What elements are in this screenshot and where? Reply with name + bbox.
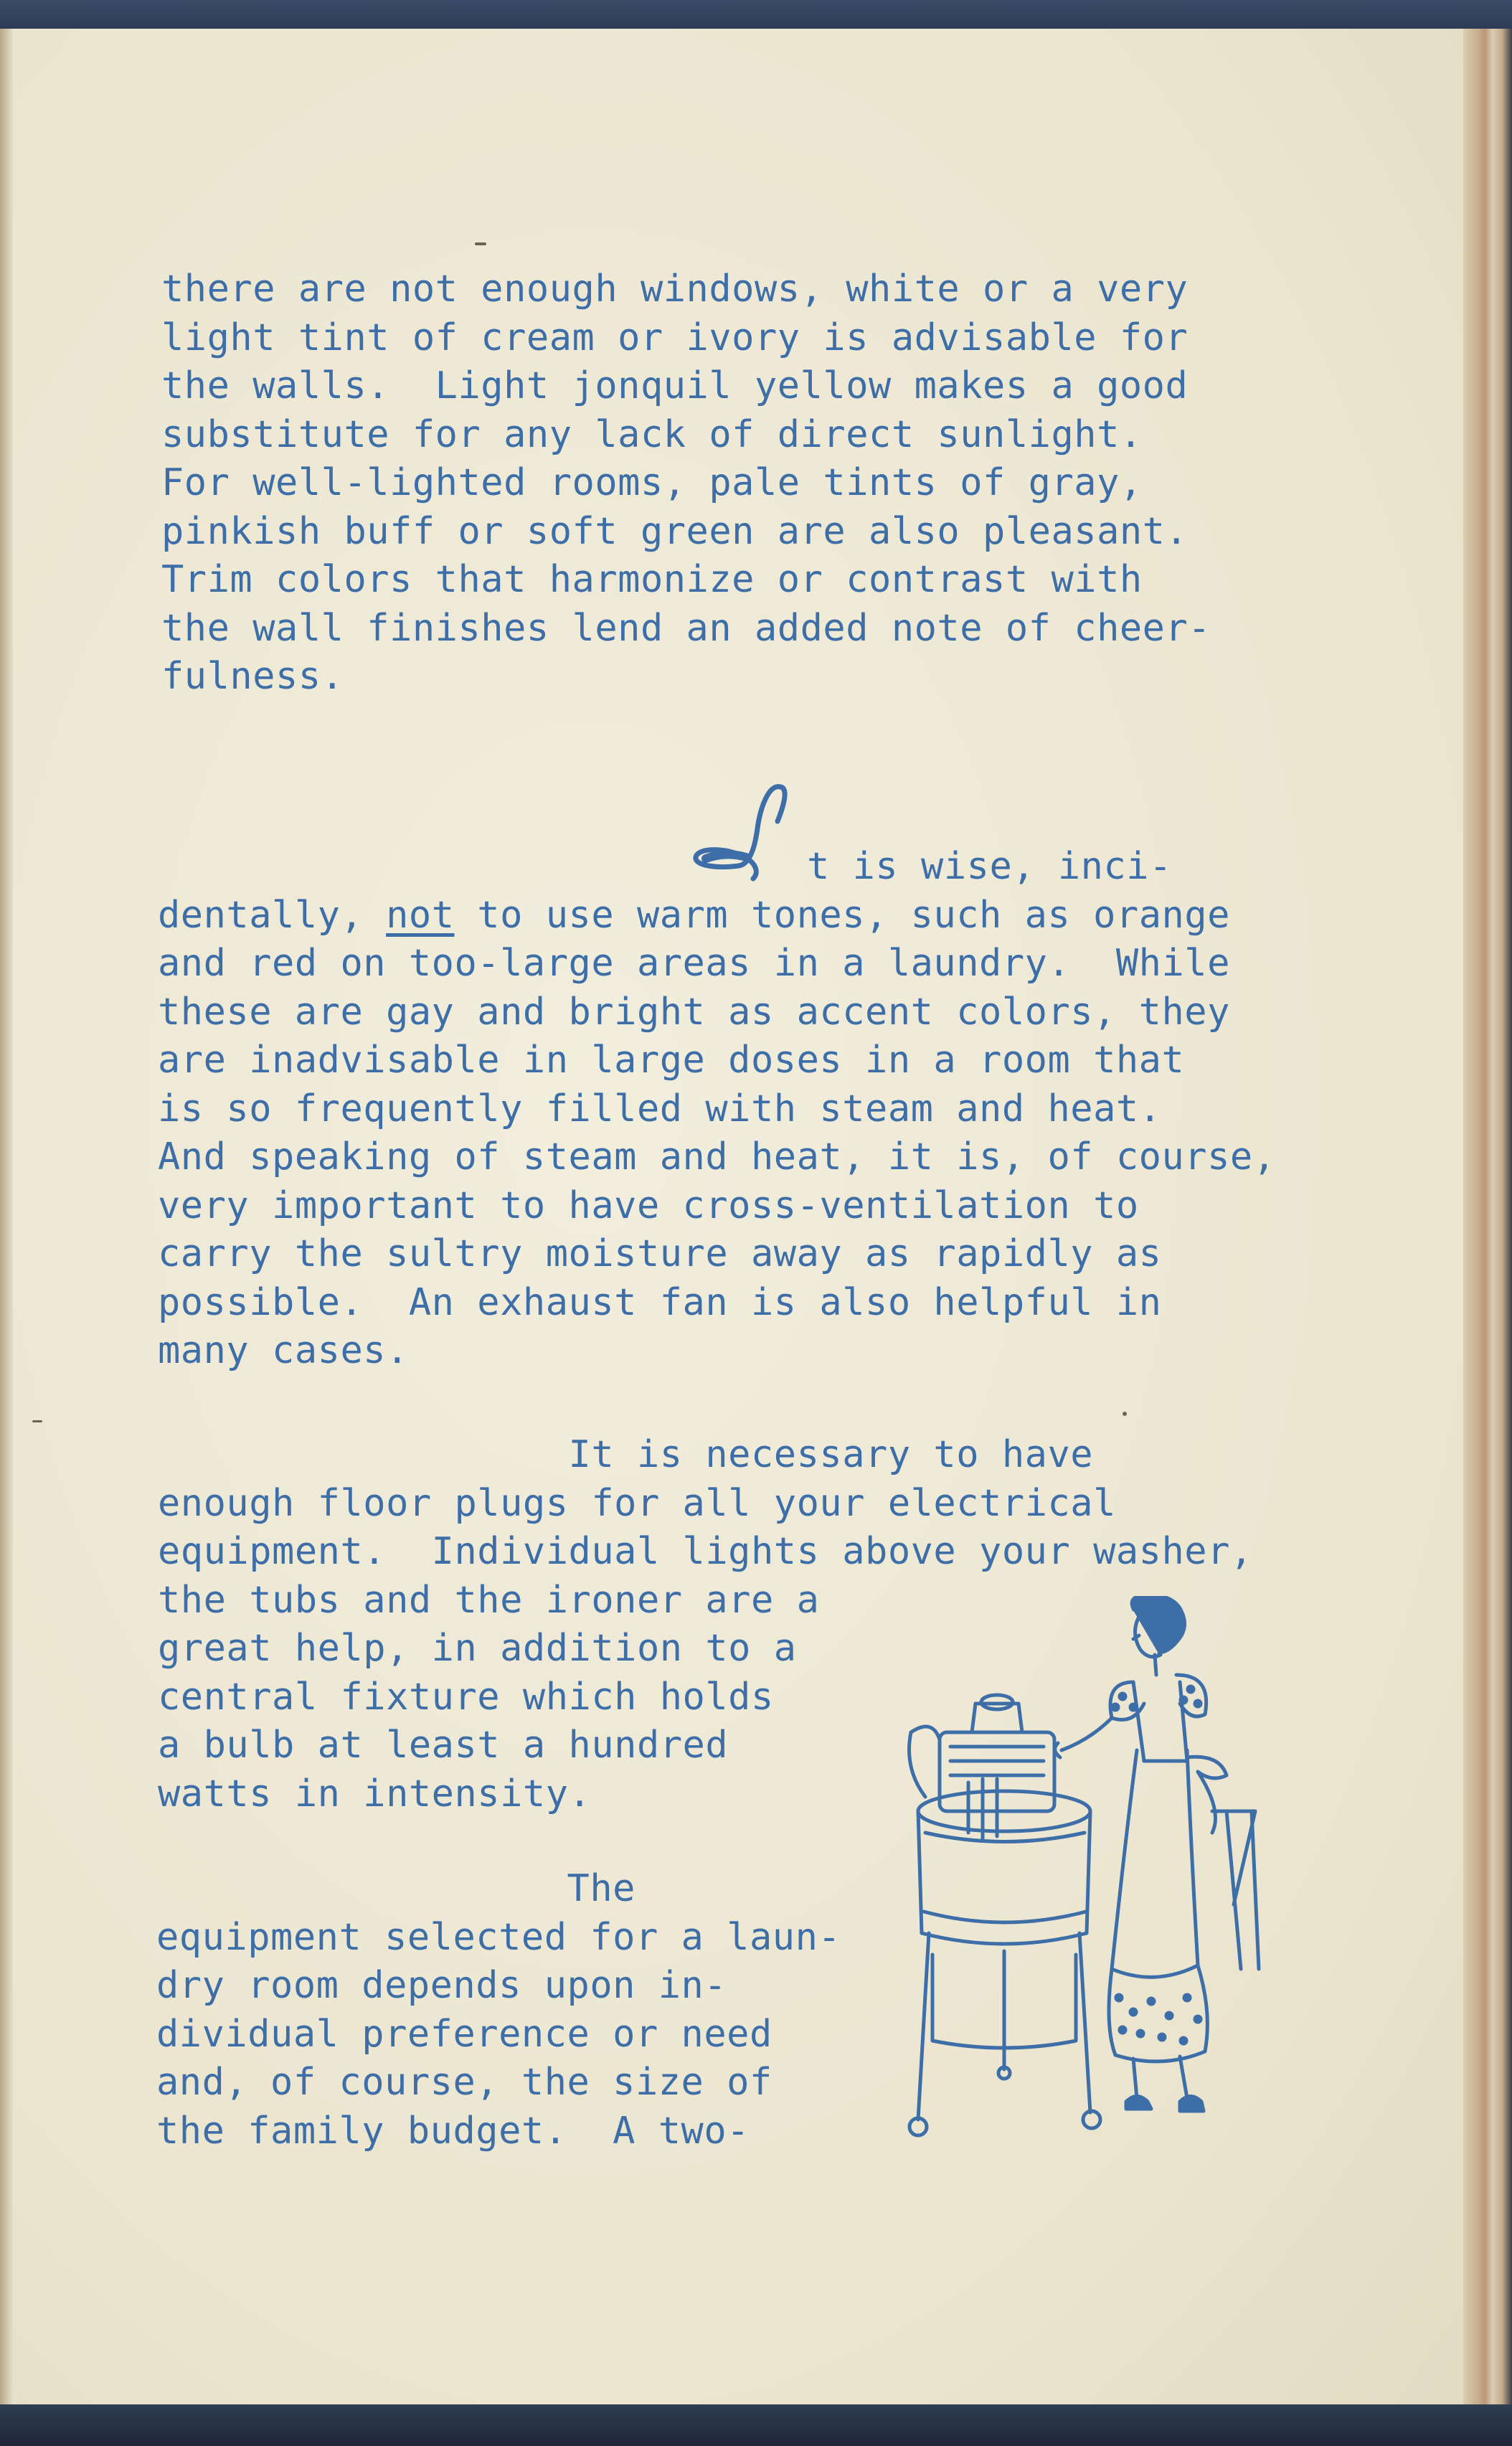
line-prefix: dentally, [158, 893, 387, 937]
paragraph-equipment: The equipment selected for a laun- dry room depends upon in- dividual preference or need and, of course, the size of the family budget. A two- [156, 1867, 841, 2153]
paper-speck [32, 1420, 42, 1422]
paragraph-wall-colors: there are not enough windows, white or a very light tint of cream or ivory is advisable for the walls. Light jonquil yellow makes a good substitute for any lack of direct sunlight. For well-lighted rooms, pale tints of gray, pinkish buff or soft green are also pleasant. Trim colors that harmonize or contrast with the wall finishes lend an added note of cheer- fulness. [161, 268, 1211, 698]
book-cover-bottom [0, 2404, 1512, 2446]
page-edge-stack [1463, 29, 1512, 2409]
book-cover-top [0, 0, 1512, 32]
dropcap-line-rest: t is wise, inci- [807, 845, 1172, 888]
paper-speck [1123, 1412, 1127, 1416]
emphasized-word: not [386, 893, 455, 937]
page-gutter [0, 29, 13, 2409]
paragraph-body: and red on too-large areas in a laundry. While these are gay and bright as accent colors, they are inadvisable in large doses in a room that is so frequently filled with steam and heat. And speaking of steam and heat, it is, of course, very important to have cross-ventilation to carry the sultry moisture away as rapidly as possible. An exhaust fan is also helpful in many cases. [158, 942, 1276, 1372]
paragraph-floor-plugs: It is necessary to have enough floor plugs for all your electrical equipment. Individual lights above your washer, the tubs and the ironer are a great help, in addition to a central fixture which holds a bulb at least a hundred watts in intensity. [158, 1433, 1253, 1815]
paper-speck [475, 242, 486, 245]
line-suffix: to use warm tones, such as orange [454, 893, 1230, 937]
woman-washer-illustration [897, 1596, 1270, 2155]
paragraph-warm-tones [158, 843, 1276, 1376]
